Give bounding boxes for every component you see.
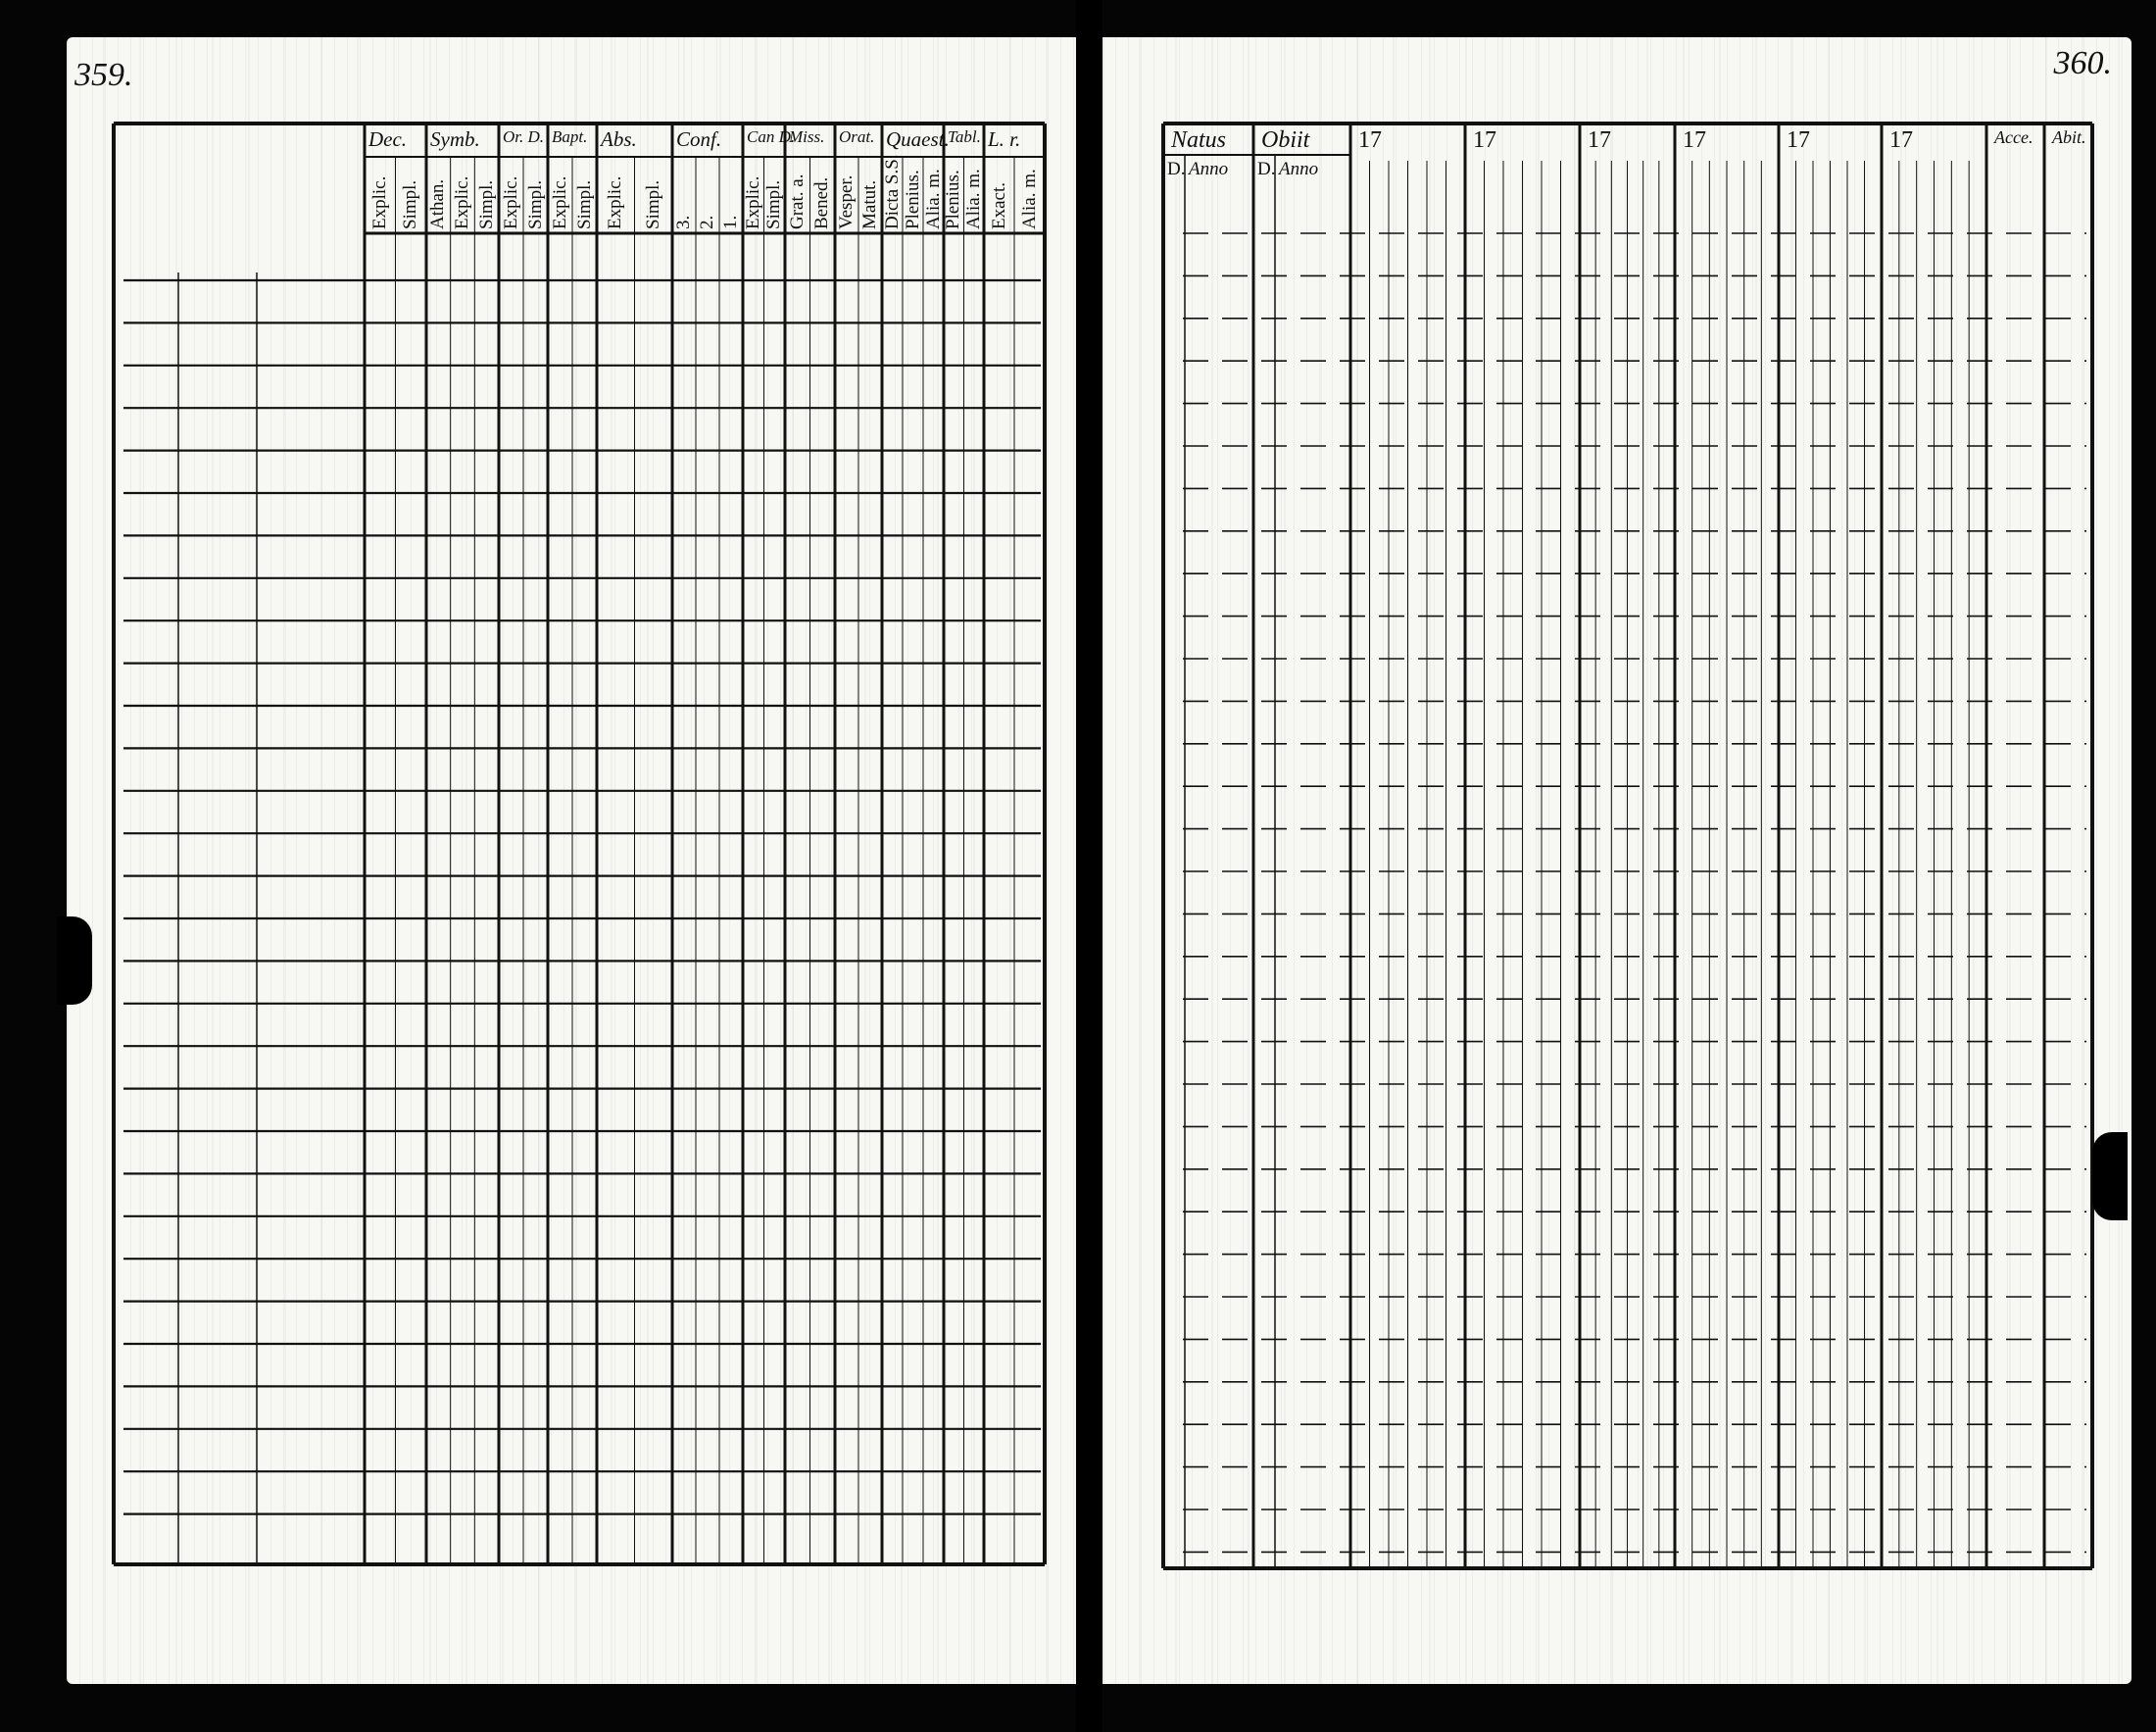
column-subheader: 3.: [673, 215, 694, 229]
column-subheader: Matut.: [859, 179, 880, 229]
column-subheader: 1.: [720, 215, 741, 229]
column-header: Natus: [1171, 127, 1227, 153]
page-number-right: 360.: [2053, 45, 2112, 81]
column-subheader: Simpl.: [642, 179, 663, 229]
column-subheader: Plenius.: [902, 170, 923, 229]
column-subheader: D.: [1167, 159, 1186, 179]
column-subheader: Explic.: [500, 175, 521, 229]
column-header: Orat.: [839, 127, 875, 146]
left-page: [67, 37, 1076, 1684]
binding-clip-right: [2092, 1132, 2128, 1220]
column-subheader: Simpl.: [524, 179, 546, 229]
right-register-grid: [1102, 37, 2132, 1684]
column-header: Acce.: [1994, 127, 2034, 147]
column-header: Dec.: [368, 127, 408, 151]
column-subheader: Alia. m.: [1018, 169, 1040, 229]
book-gutter: [1076, 0, 1102, 1732]
column-subheader: Simpl.: [763, 179, 785, 229]
column-header: 17: [1683, 127, 1706, 153]
column-subheader: Anno: [1189, 159, 1229, 179]
column-subheader: Alia. m.: [962, 169, 984, 229]
column-subheader: Exact.: [988, 181, 1009, 229]
column-subheader: Vesper.: [836, 174, 857, 229]
column-subheader: Explic.: [368, 175, 390, 229]
page-number-left: 359.: [74, 57, 133, 93]
column-subheader: Explic.: [452, 175, 472, 229]
column-subheader: Athan.: [427, 178, 449, 229]
column-header: Miss.: [789, 127, 825, 146]
column-subheader: Simpl.: [573, 179, 595, 229]
column-header: Quaest.: [886, 127, 950, 151]
column-subheader: 2.: [697, 215, 717, 229]
column-header: Conf.: [676, 127, 722, 151]
column-header: Abit.: [2052, 127, 2086, 147]
left-register-grid: [67, 37, 1076, 1684]
column-header: L. r.: [988, 127, 1021, 151]
column-header: Tabl.: [948, 127, 981, 146]
column-subheader: Simpl.: [475, 179, 497, 229]
column-subheader: Alia. m.: [922, 169, 944, 229]
column-subheader: Anno: [1279, 159, 1319, 179]
column-subheader: Dicta S.S.: [881, 154, 903, 229]
column-header: Can D.: [747, 127, 796, 146]
column-header: 17: [1473, 127, 1496, 153]
column-subheader: Explic.: [549, 175, 570, 229]
column-subheader: Bened.: [811, 176, 833, 229]
column-subheader: Grat. a.: [786, 173, 808, 229]
column-header: Obiit: [1261, 127, 1310, 153]
column-header: 17: [1588, 127, 1611, 153]
right-page: [1102, 37, 2132, 1684]
column-header: 17: [1358, 127, 1382, 153]
column-subheader: Explic.: [605, 175, 626, 229]
column-subheader: Explic.: [742, 175, 763, 229]
column-header: 17: [1787, 127, 1810, 153]
column-subheader: D.: [1257, 159, 1276, 179]
column-header: Or. D.: [503, 127, 545, 146]
column-subheader: Plenius.: [943, 170, 964, 229]
binding-clip-left: [57, 916, 92, 1005]
column-header: Symb.: [430, 127, 480, 151]
column-header: Abs.: [601, 127, 637, 151]
column-subheader: Simpl.: [400, 179, 421, 229]
column-header: 17: [1889, 127, 1913, 153]
column-header: Bapt.: [552, 127, 588, 146]
